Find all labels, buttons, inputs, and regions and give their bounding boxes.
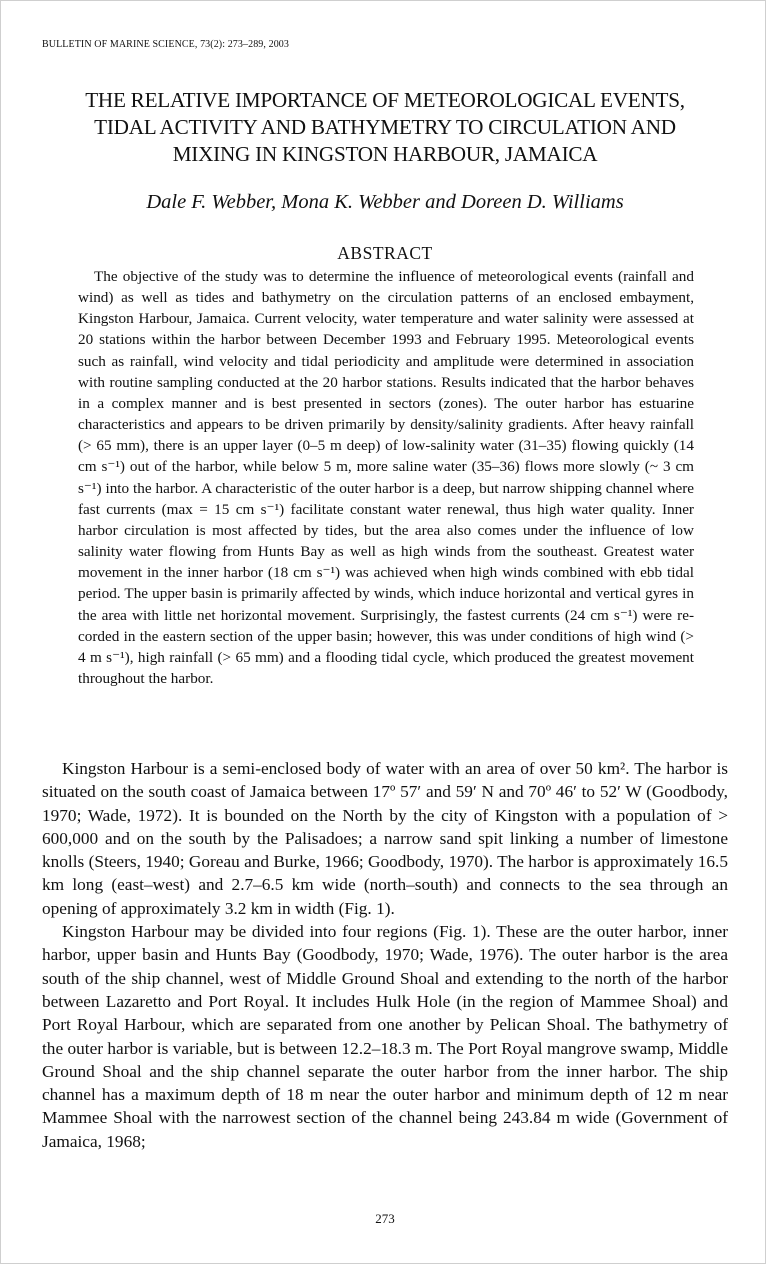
body-paragraph-1: Kingston Harbour is a semi-enclosed body of water with an area of over 50 km². The harbor is situated on the south coast of Jamaica between 17º 57′ and 59′ N and 70º 46′ to 52′ W (Goodbody, 1970; Wade, 1972). It is bounded on the North by the city of Kingston with a population of > 600,000 and on the south by the Palisadoes; a narrow sand spit linking a number of limestone knolls (Steers, 1940; Goreau and Burke, 1966; Goodbody, 1970). The harbor is approximately 16.5 km long (east–west) and 2.7–6.5 km wide (north–south) and connects to the sea through an opening of approximately 3.2 km in width (Fig. 1). (42, 759, 728, 918)
body-paragraph-2: Kingston Harbour may be divided into four regions (Fig. 1). These are the outer harbor, inner harbor, upper basin and Hunts Bay (Goodbody, 1970; Wade, 1976). The outer harbor is the area south of the ship channel, west of Middle Ground Shoal and extending to the north of the harbor between Lazaretto and Port Royal. It includes Hulk Hole (in the region of Mammee Shoal) and Port Royal Harbour, which are separated from one another by Pelican Shoal. The bathymetry of the outer harbor is variable, but is between 12.2–18.3 m. The Port Royal mangrove swamp, Middle Ground Shoal and the ship channel separate the outer harbor from the inner harbor. The ship channel has a maximum depth of 18 m near the outer harbor and minimum depth of 12 m near Mammee Shoal with the narrowest section of the channel being 243.84 m wide (Government of Jamaica, 1968; (42, 922, 728, 1151)
page-number: 273 (375, 1211, 395, 1226)
abstract-section (78, 266, 694, 689)
title-line-2: TIDAL ACTIVITY AND BATHYMETRY TO CIRCULATION AND (94, 115, 676, 139)
title-line-1: THE RELATIVE IMPORTANCE OF METEOROLOGICAL EVENTS, (85, 88, 685, 112)
article-title (41, 87, 729, 168)
abstract-text: The objective of the study was to determine the influence of meteorological events (rainfall and wind) as well as tides and bathymetry on the circulation patterns of an enclosed embayment, Kingston Harbour, Jamaica. Current velocity, water temperature and water salinity were assessed at 20 stations within the harbor between December 1993 and February 1995. Meteorological events such as rainfall, wind velocity and tidal periodicity and amplitude were determined in association with routine sampling conducted at the 20 harbor stations. Results indicated that the harbor behaves in a complex manner and is best presented in sectors (zones). The outer harbor has estuarine characteristics and appears to be driven primarily by density/salinity gradients. After heavy rainfall (> 65 mm), there is an upper layer (0–5 m deep) of low-salinity water (31–35) flowing quickly (14 cm s⁻¹) out of the harbor, while below 5 m, more saline water (35–36) flows more slowly (~ 3 cm s⁻¹) into the harbor. A characteristic of the outer harbor is a deep, but narrow shipping channel where fast currents (max = 15 cm s⁻¹) facilitate constant water renewal, thus high water quality. Inner harbor circulation is most affected by tides, but the area also comes under the influence of low salinity water flowing from Hunts Bay as well as high winds from the southeast. Greatest water movement in the inner harbor (18 cm s⁻¹) was achieved when high winds combined with ebb tidal period. The upper basin is primarily affected by winds, which induce horizontal and vertical gyres in the area with little net horizontal movement. Surprisingly, the fastest currents (24 cm s⁻¹) were recorded in the eastern section of the upper basin; however, this was under conditions of high wind (> 4 m s⁻¹), high rainfall (> 65 mm) and a flooding tidal cycle, which produced the greatest movement throughout the harbor. (78, 268, 694, 687)
abstract-heading: ABSTRACT (337, 243, 433, 263)
title-line-3: MIXING IN KINGSTON HARBOUR, JAMAICA (172, 142, 598, 166)
journal-header: BULLETIN OF MARINE SCIENCE, 73(2): 273–289, 2003 (42, 39, 290, 50)
body-text (42, 757, 728, 1153)
author-list: Dale F. Webber, Mona K. Webber and Doreen D. Williams (146, 191, 624, 213)
